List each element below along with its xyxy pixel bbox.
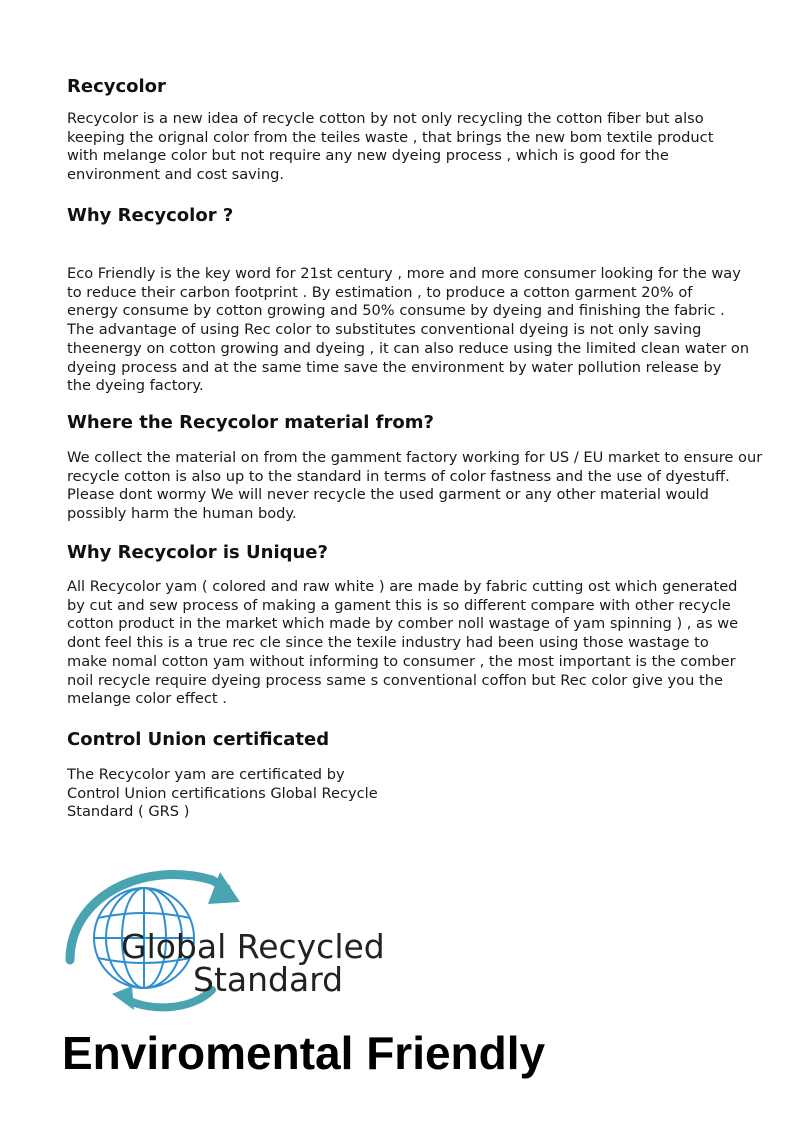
section-paragraph — [67, 766, 757, 822]
logo-text-line2: Standard — [193, 960, 344, 999]
paragraph-line: keeping the orignal color from the teiles waste , that brings the new bom textile product — [67, 128, 714, 146]
section-control-union — [67, 729, 757, 822]
paragraph-line: Recycolor is a new idea of recycle cotton by not only recycling the cotton fiber but also — [67, 110, 704, 127]
paragraph-line: theenergy on cotton growing and dyeing , it can also reduce using the limited clean water on — [67, 339, 750, 357]
paragraph-line: the dyeing factory. — [67, 377, 204, 395]
section-heading: Recycolor — [67, 76, 166, 97]
section-heading: Where the Recycolor material from? — [67, 412, 434, 433]
paragraph-line: recycle cotton is also up to the standard in terms of color fastness and the use of dyestuff. — [67, 467, 730, 485]
section-paragraph — [67, 110, 757, 185]
paragraph-line: make nomal cotton yam without informing to consumer , the most important is the comber — [67, 652, 736, 670]
paragraph-line: environment and cost saving. — [67, 166, 284, 184]
paragraph-line: energy consume by cotton growing and 50% consume by dyeing and finishing the fabric . — [67, 302, 725, 320]
paragraph-line: Control Union certifications Global Recycle — [67, 784, 378, 802]
paragraph-line: The Recycolor yam are certificated by — [67, 766, 345, 783]
paragraph-line: We collect the material on from the gamment factory working for US / EU market to ensure our — [67, 449, 763, 466]
paragraph-line: Eco Friendly is the key word for 21st century , more and more consumer looking for the way — [67, 265, 741, 282]
logo-text-line1: Global Recycled — [121, 927, 385, 966]
paragraph-line: The advantage of using Rec color to substitutes conventional dyeing is not only saving — [67, 321, 702, 339]
section-paragraph — [67, 265, 757, 396]
footer-title: Enviromental Friendly — [62, 1027, 546, 1079]
section-why-unique — [67, 542, 757, 709]
grs-logo — [62, 862, 385, 1012]
paragraph-line: cotton product in the market which made by comber noll wastage of yam spinning ) , as we — [67, 615, 739, 633]
section-heading: Why Recycolor is Unique? — [67, 542, 328, 563]
paragraph-line: dyeing process and at the same time save the environment by water pollution release by — [67, 358, 722, 376]
paragraph-line: possibly harm the human body. — [67, 505, 297, 523]
section-heading: Why Recycolor ? — [67, 205, 234, 226]
section-paragraph — [67, 449, 763, 524]
section-paragraph — [67, 578, 757, 709]
paragraph-line: by cut and sew process of making a gament this is so different compare with other recycle — [67, 596, 731, 614]
paragraph-line: melange color effect . — [67, 690, 227, 708]
section-recycolor — [67, 76, 757, 185]
paragraph-line: Standard ( GRS ) — [67, 803, 190, 821]
section-why-recycolor — [67, 205, 757, 396]
paragraph-line: to reduce their carbon footprint . By estimation , to produce a cotton garment 20% of — [67, 283, 693, 301]
paragraph-line: with melange color but not require any new dyeing process , which is good for the — [67, 147, 669, 165]
paragraph-line: Please dont wormy We will never recycle the used garment or any other material would — [67, 486, 709, 504]
section-heading: Control Union certificated — [67, 729, 330, 750]
paragraph-line: All Recycolor yam ( colored and raw white ) are made by fabric cutting ost which generated — [67, 578, 738, 595]
paragraph-line: dont feel this is a true rec cle since the texile industry had been using those wastage to — [67, 634, 709, 652]
paragraph-line: noil recycle require dyeing process same s conventional coffon but Rec color give you the — [67, 671, 723, 689]
section-material-source — [67, 412, 763, 524]
